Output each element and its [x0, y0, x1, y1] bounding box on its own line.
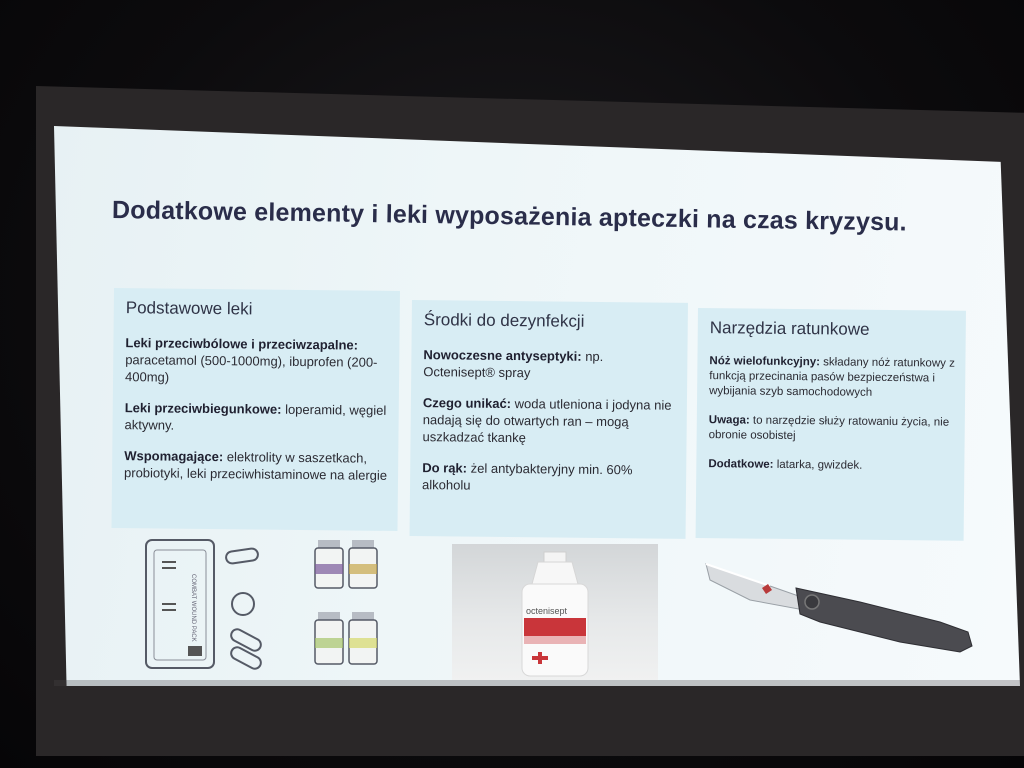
list-item: [423, 346, 677, 383]
item-label: Leki przeciwbiegunkowe:: [124, 400, 282, 417]
item-label: Uwaga:: [708, 414, 750, 427]
screen-bottom-edge: [54, 680, 1020, 686]
list-item: [422, 394, 677, 448]
column-heading: Narzędzia ratunkowe: [709, 318, 870, 339]
item-label: Wspomagające:: [124, 448, 224, 465]
column-disinfection: [410, 300, 688, 539]
column-rescue-tools: [696, 308, 966, 541]
list-item: [709, 413, 955, 446]
column-basic-medicines: [111, 288, 399, 531]
column-heading: Środki do dezynfekcji: [423, 310, 585, 331]
item-text: loperamid, węgiel aktywny.: [124, 401, 387, 433]
slide-title: Dodatkowe elementy i leki wyposażenia apteczki na czas kryzysu.: [111, 196, 908, 237]
item-text: elektrolity w saszetkach, probiotyki, leki przeciwhistaminowe na alergie: [123, 449, 388, 483]
item-text: żel antybakteryjny min. 60% alkoholu: [421, 460, 633, 493]
item-text: woda utleniona i jodyna nie nadają się do otwartych ran – mogą uszkadzać tkankę: [422, 396, 672, 446]
item-label: Dodatkowe:: [708, 458, 774, 471]
item-text: paracetamol (500-1000mg), ibuprofen (200-400mg): [124, 352, 378, 385]
pack-label: COMBAT WOUND PACK: [190, 574, 196, 642]
column-heading: Podstawowe leki: [125, 298, 253, 319]
wound-pack-icon: [146, 540, 214, 668]
list-item: [124, 447, 388, 484]
item-label: Leki przeciwbólowe i przeciwzapalne:: [125, 335, 359, 353]
list-item: [422, 459, 676, 496]
list-item: [125, 334, 390, 388]
column-body: [124, 334, 390, 498]
column-body: [422, 346, 678, 510]
item-text: np. Octenisept® spray: [423, 348, 604, 381]
rescue-knife-photo: [700, 550, 980, 670]
medicine-illustration: [130, 534, 400, 680]
item-label: Do rąk:: [422, 460, 468, 476]
item-text: składany nóż ratunkowy z funkcją przecinania pasów bezpieczeństwa i wybijania szyb samochodowych: [709, 356, 955, 399]
item-text: latarka, gwizdek.: [773, 458, 863, 472]
item-text: to narzędzie służy ratowaniu życia, nie obronie osobistej: [708, 414, 950, 443]
pill-icons: [225, 548, 263, 671]
bottle-brand-label: octenisept: [526, 606, 568, 616]
list-item: [124, 399, 388, 436]
antiseptic-bottle-photo: [452, 544, 658, 680]
item-label: Nowoczesne antyseptyki:: [423, 347, 582, 364]
vial-icons: [315, 540, 377, 664]
item-label: Czego unikać:: [422, 395, 512, 412]
list-item: [708, 457, 954, 475]
item-label: Nóż wielofunkcyjny:: [709, 355, 821, 369]
column-body: [708, 354, 955, 489]
list-item: [709, 354, 955, 402]
